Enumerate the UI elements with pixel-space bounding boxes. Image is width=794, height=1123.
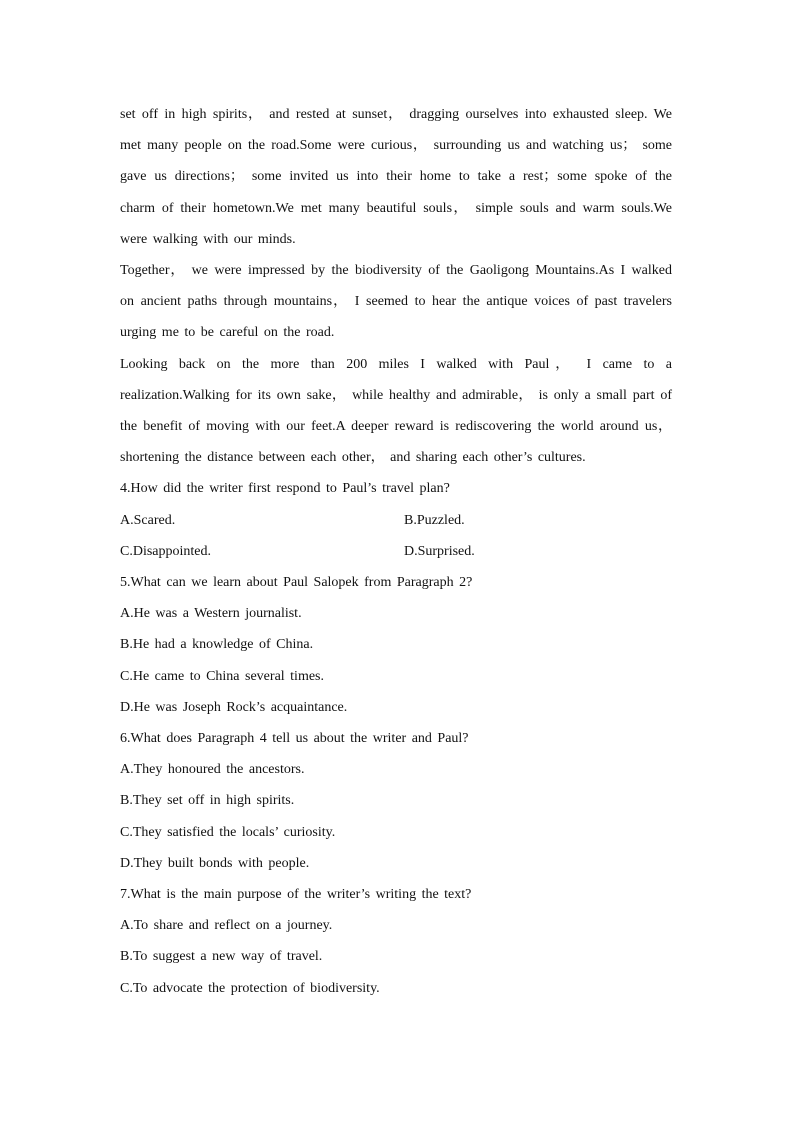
- option-a: A.He was a Western journalist.: [120, 606, 302, 622]
- option-c: C.They satisfied the locals’ curiosity.: [120, 824, 336, 840]
- option-c: C.He came to China several times.: [120, 668, 324, 684]
- option-a: A.They honoured the ancestors.: [120, 762, 305, 778]
- passage-paragraph-1: set off in high spirits， and rested at sunset， dragging ourselves into exhausted sleep. We met many people on the road.Some were curious， surrounding us and watching us； some gave us directions； some invited us into their home to take a rest；some spoke of the charm of their hometown.We met many beautiful souls， simple souls and warm souls.We were walking with our minds.: [120, 107, 672, 247]
- option-b: B.They set off in high spirits.: [120, 793, 295, 809]
- question-stem: 4.How did the writer first respond to Paul’s travel plan?: [120, 481, 450, 497]
- option-row: [120, 536, 672, 567]
- option-row: [120, 505, 672, 536]
- option-a: A.To share and reflect on a journey.: [120, 918, 333, 934]
- option-b: B.He had a knowledge of China.: [120, 637, 314, 653]
- question-stem: 6.What does Paragraph 4 tell us about the writer and Paul?: [120, 731, 469, 747]
- question-7: [120, 879, 672, 1004]
- question-4: [120, 473, 672, 567]
- option-d: D.Surprised.: [404, 543, 475, 559]
- option-d: D.He was Joseph Rock’s acquaintance.: [120, 699, 348, 715]
- option-a: A.Scared.: [120, 512, 176, 528]
- option-d: D.They built bonds with people.: [120, 855, 310, 871]
- page-content: [120, 99, 672, 1004]
- question-stem: 7.What is the main purpose of the writer’s writing the text?: [120, 887, 472, 903]
- option-b: B.Puzzled.: [404, 512, 465, 528]
- option-c: C.Disappointed.: [120, 543, 211, 559]
- question-stem: 5.What can we learn about Paul Salopek from Paragraph 2?: [120, 575, 473, 591]
- question-6: [120, 723, 672, 879]
- passage-paragraph-2: Together， we were impressed by the biodiversity of the Gaoligong Mountains.As I walked on ancient paths through mountains， I seemed to hear the antique voices of past travelers urging me to be careful on the road.: [120, 263, 672, 341]
- option-c: C.To advocate the protection of biodiversity.: [120, 980, 380, 996]
- question-5: [120, 567, 672, 723]
- passage-paragraph-3: Looking back on the more than 200 miles I walked with Paul， I came to a realization.Walking for its own sake， while healthy and admirable， is only a small part of the benefit of moving with our feet.A deeper reward is rediscovering the world around us， shortening the distance between each other， and sharing each other’s cultures.: [120, 356, 672, 466]
- option-b: B.To suggest a new way of travel.: [120, 949, 323, 965]
